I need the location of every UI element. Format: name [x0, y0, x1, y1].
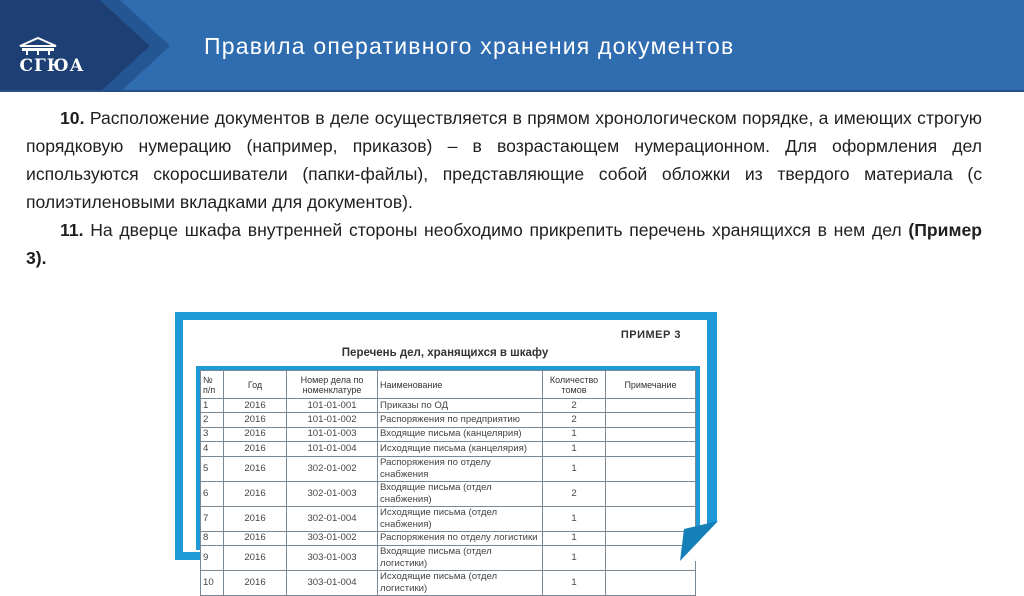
cell-volumes: 1	[543, 427, 606, 441]
cell-number: 3	[201, 427, 224, 441]
cell-number: 7	[201, 506, 224, 531]
table-row	[201, 456, 696, 481]
cell-name: Исходящие письма (отдел логистики)	[378, 570, 543, 595]
table-title: Перечень дел, хранящихся в шкафу	[341, 347, 549, 359]
header-band	[0, 0, 1024, 92]
cell-name: Распоряжения по отделу снабжения	[378, 456, 543, 481]
cell-name: Приказы по ОД	[378, 399, 543, 413]
cell-volumes: 1	[543, 442, 606, 456]
main-text	[26, 104, 982, 272]
cell-note	[606, 570, 696, 595]
cell-name: Входящие письма (отдел снабжения)	[378, 481, 543, 506]
table-body	[201, 399, 696, 596]
logo	[18, 36, 86, 80]
paragraph-number: 11.	[60, 220, 84, 240]
cell-case-number: 101-01-004	[287, 442, 378, 456]
paragraph-number: 10.	[60, 108, 85, 128]
table-row	[201, 413, 696, 427]
col-header-number: № п/п	[201, 371, 224, 399]
cell-note	[606, 427, 696, 441]
table-row	[201, 399, 696, 413]
table-frame	[196, 366, 700, 594]
cell-number: 10	[201, 570, 224, 595]
cell-number: 9	[201, 545, 224, 570]
cell-volumes: 1	[543, 456, 606, 481]
cell-year: 2016	[224, 481, 287, 506]
cell-note	[606, 413, 696, 427]
cell-case-number: 302-01-002	[287, 456, 378, 481]
table-row	[201, 545, 696, 570]
cell-number: 2	[201, 413, 224, 427]
table-row	[201, 442, 696, 456]
cell-name: Распоряжения по предприятию	[378, 413, 543, 427]
example-figure	[175, 312, 717, 594]
building-icon	[18, 36, 58, 56]
col-header-volumes: Количество томов	[543, 371, 606, 399]
cell-case-number: 101-01-002	[287, 413, 378, 427]
paragraph-11	[26, 216, 982, 272]
cell-number: 8	[201, 531, 224, 545]
example-card	[183, 320, 707, 594]
cell-volumes: 1	[543, 570, 606, 595]
cell-year: 2016	[224, 413, 287, 427]
cell-year: 2016	[224, 570, 287, 595]
paragraph-10	[26, 104, 982, 216]
records-table	[200, 370, 696, 596]
cell-name: Исходящие письма (отдел снабжения)	[378, 506, 543, 531]
cell-number: 6	[201, 481, 224, 506]
table-row	[201, 481, 696, 506]
cell-year: 2016	[224, 399, 287, 413]
cell-year: 2016	[224, 545, 287, 570]
cell-case-number: 101-01-001	[287, 399, 378, 413]
table-header-row	[201, 371, 696, 399]
page-title: Правила оперативного хранения документов	[204, 33, 735, 59]
example-label: ПРИМЕР 3	[620, 329, 681, 341]
cell-volumes: 1	[543, 545, 606, 570]
cell-note	[606, 481, 696, 506]
col-header-year: Год	[224, 371, 287, 399]
col-header-name: Наименование	[378, 371, 543, 399]
cell-volumes: 2	[543, 413, 606, 427]
cell-number: 1	[201, 399, 224, 413]
cell-year: 2016	[224, 456, 287, 481]
cell-name: Входящие письма (канцелярия)	[378, 427, 543, 441]
cell-case-number: 303-01-002	[287, 531, 378, 545]
cell-note	[606, 399, 696, 413]
cell-name: Распоряжения по отделу логистики	[378, 531, 543, 545]
table-row	[201, 427, 696, 441]
col-header-note: Примечание	[606, 371, 696, 399]
cell-volumes: 2	[543, 399, 606, 413]
table-row	[201, 570, 696, 595]
cell-note	[606, 442, 696, 456]
cell-year: 2016	[224, 531, 287, 545]
cell-year: 2016	[224, 506, 287, 531]
paragraph-text: На дверце шкафа внутренней стороны необходимо прикрепить перечень хранящихся в нем дел	[90, 220, 902, 240]
cell-volumes: 1	[543, 506, 606, 531]
cell-case-number: 303-01-004	[287, 570, 378, 595]
cell-volumes: 1	[543, 531, 606, 545]
cell-year: 2016	[224, 427, 287, 441]
cell-name: Входящие письма (отдел логистики)	[378, 545, 543, 570]
cell-note	[606, 456, 696, 481]
table-row	[201, 531, 696, 545]
cell-case-number: 101-01-003	[287, 427, 378, 441]
cell-case-number: 302-01-004	[287, 506, 378, 531]
col-header-case-number: Номер дела по номенклатуре	[287, 371, 378, 399]
cell-case-number: 303-01-003	[287, 545, 378, 570]
table-row	[201, 506, 696, 531]
cell-number: 4	[201, 442, 224, 456]
example-reference: (Пример 3).	[26, 220, 983, 268]
paragraph-text: Расположение документов в деле осуществляется в прямом хронологическом порядке, а имеющих строгую порядковую нумерацию (например, приказов) – в возрастающем нумерационном. Для оформления дел используются скоросшиватели (папки-файлы), представляющие собой обложки из твердого материала (с полиэтиленовыми вкладками для документов).	[26, 108, 983, 212]
cell-number: 5	[201, 456, 224, 481]
cell-case-number: 302-01-003	[287, 481, 378, 506]
logo-text: СГЮА	[19, 56, 85, 76]
page-curl-icon	[680, 521, 718, 561]
cell-year: 2016	[224, 442, 287, 456]
cell-name: Исходящие письма (канцелярия)	[378, 442, 543, 456]
cell-volumes: 2	[543, 481, 606, 506]
